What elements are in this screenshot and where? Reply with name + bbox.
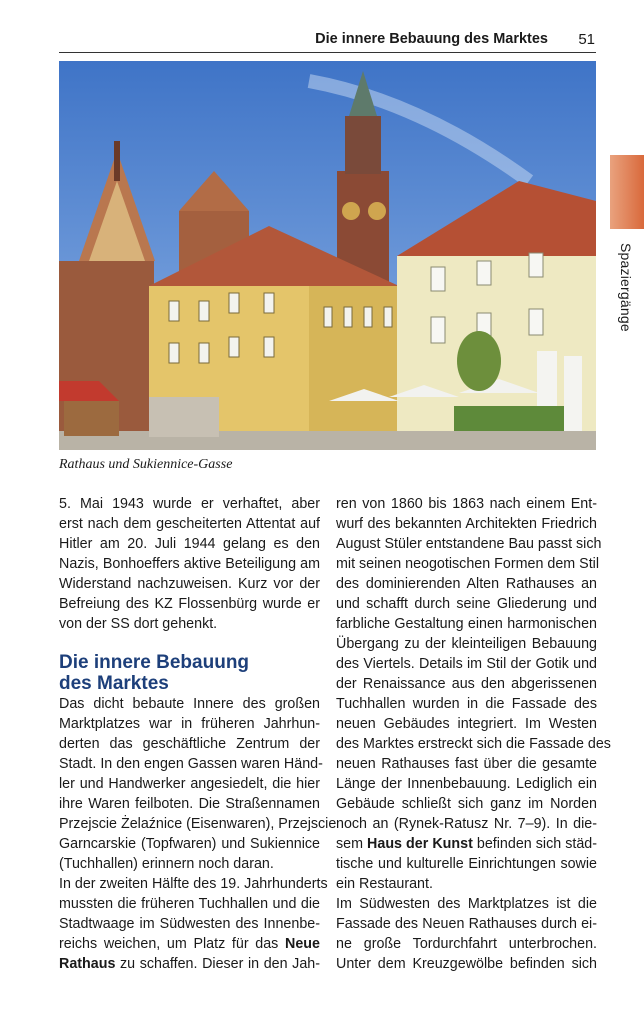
text-fragment: befinden sich städ-: [472, 836, 597, 852]
text-line: Das dicht bebaute Innere des großen: [59, 696, 320, 712]
text-line: von der SS dort gehenkt.: [59, 616, 218, 632]
text-line: Garncarskie (Topfwaren) und Sukiennice: [59, 836, 320, 852]
text-line: (Tuchhallen) erinnern noch daran.: [59, 856, 274, 872]
text-fragment: reichs weichen, um Platz für das: [59, 936, 279, 952]
paragraph-stueler-building: [336, 494, 611, 894]
text-line: derten das geschäftliche Zentrum der: [59, 736, 320, 752]
text-line: neuen Gebäudes integriert. Im Westen: [336, 716, 597, 732]
paragraph-market-interior: [59, 694, 337, 874]
text-line: Gebäude schließt sich ganz im Norden: [336, 796, 597, 812]
text-line: ler und Handwerker angesiedelt, die hier: [59, 776, 320, 792]
running-header-title: Die innere Bebauung des Marktes: [315, 31, 548, 47]
text-line: Übergang zu der kleinteiligen Bebauung: [336, 636, 597, 652]
bold-term: Neue: [285, 936, 320, 952]
text-line: wurf des bekannten Architekten Friedrich: [336, 516, 597, 532]
text-line: Unter dem Kreuzgewölbe befinden sich: [336, 956, 597, 972]
text-line: tische und kulturelle Einrichtungen sowie: [336, 856, 597, 872]
page-number: 51: [578, 31, 595, 48]
text-line: farbliche Gestaltung einen harmonischen: [336, 616, 597, 632]
text-line: Nazis, Bonhoeffers aktive Beteiligung am: [59, 556, 320, 572]
section-tab-label: Spaziergänge: [618, 243, 634, 332]
section-heading-line: des Marktes: [59, 673, 169, 694]
section-thumb-tab: [610, 155, 644, 229]
text-line: In der zweiten Hälfte des 19. Jahrhunderts: [59, 876, 328, 892]
text-line: Stadt. In den engen Gassen waren Händ-: [59, 756, 323, 772]
text-line: Befreiung des KZ Flossenbürg wurde er: [59, 596, 320, 612]
photo-caption: Rathaus und Sukiennice-Gasse: [59, 457, 233, 472]
header-rule: [59, 52, 596, 53]
section-heading: [59, 652, 320, 694]
town-hall-photo-drawing: [59, 61, 596, 450]
text-line: neuen Rathauses fast über die gesamte: [336, 756, 597, 772]
text-line: Länge der Innenbebauung. Lediglich ein: [336, 776, 597, 792]
text-line: 5. Mai 1943 wurde er verhaftet, aber: [59, 496, 320, 512]
text-line: ne große Tordurchfahrt unterbrochen.: [336, 936, 597, 952]
text-line: Im Südwesten des Marktplatzes ist die: [336, 896, 597, 912]
text-line: [59, 954, 320, 974]
text-line: mussten die früheren Tuchhallen und die: [59, 896, 320, 912]
paragraph-southwest-gate: [336, 894, 597, 974]
text-line: [59, 934, 320, 954]
text-line: ihre Waren feilboten. Die Straßennamen: [59, 796, 320, 812]
text-line: ein Restaurant.: [336, 876, 433, 892]
text-line: noch an (Rynek-Ratusz Nr. 7–9). In die-: [336, 816, 597, 832]
bold-term-haus-der-kunst: Haus der Kunst: [367, 836, 473, 852]
text-fragment: sem: [336, 836, 368, 852]
text-fragment: zu schaffen. Dieser in den Jah-: [115, 956, 320, 972]
text-line: Fassade des Neuen Rathauses durch ei-: [336, 916, 597, 932]
text-line: des Viertels. Details im Stil der Gotik und: [336, 656, 597, 672]
text-line: Widerstand nachzuweisen. Kurz vor der: [59, 576, 320, 592]
text-line: des Marktes erstreckt sich die Fassade des: [336, 736, 611, 752]
text-line: der Renaissance aus den abgerissenen: [336, 676, 597, 692]
text-line: des dominierenden Alten Rathauses an: [336, 576, 597, 592]
text-line: August Stüler entstandene Bau passt sich: [336, 536, 602, 552]
text-line: mit seinen neogotischen Formen dem Stil: [336, 556, 600, 572]
text-line: Przejscie Żelaźnice (Eisenwaren), Przejscie: [59, 816, 337, 832]
text-line: [336, 834, 597, 854]
bold-term: Rathaus: [59, 956, 116, 972]
paragraph-bonhoeffer: [59, 494, 320, 634]
text-line: und schafft durch seine Gliederung und: [336, 596, 597, 612]
text-line: Hitler am 20. Juli 1944 gelang es den: [59, 536, 320, 552]
left-text-column: [59, 494, 337, 974]
town-hall-photo: [59, 61, 596, 450]
text-line: erst nach dem gescheiterten Attentat auf: [59, 516, 320, 532]
text-line: Marktplatzes war in früheren Jahrhun-: [59, 716, 320, 732]
right-text-column: [336, 494, 611, 974]
paragraph-new-town-hall: [59, 874, 328, 974]
text-line: ren von 1860 bis 1863 nach einem Ent-: [336, 496, 597, 512]
section-heading-line: Die innere Bebauung: [59, 652, 250, 673]
text-line: Stadtwaage im Südwesten des Innenbe-: [59, 916, 320, 932]
text-line: Tuchhallen wurden in die Fassade des: [336, 696, 597, 712]
